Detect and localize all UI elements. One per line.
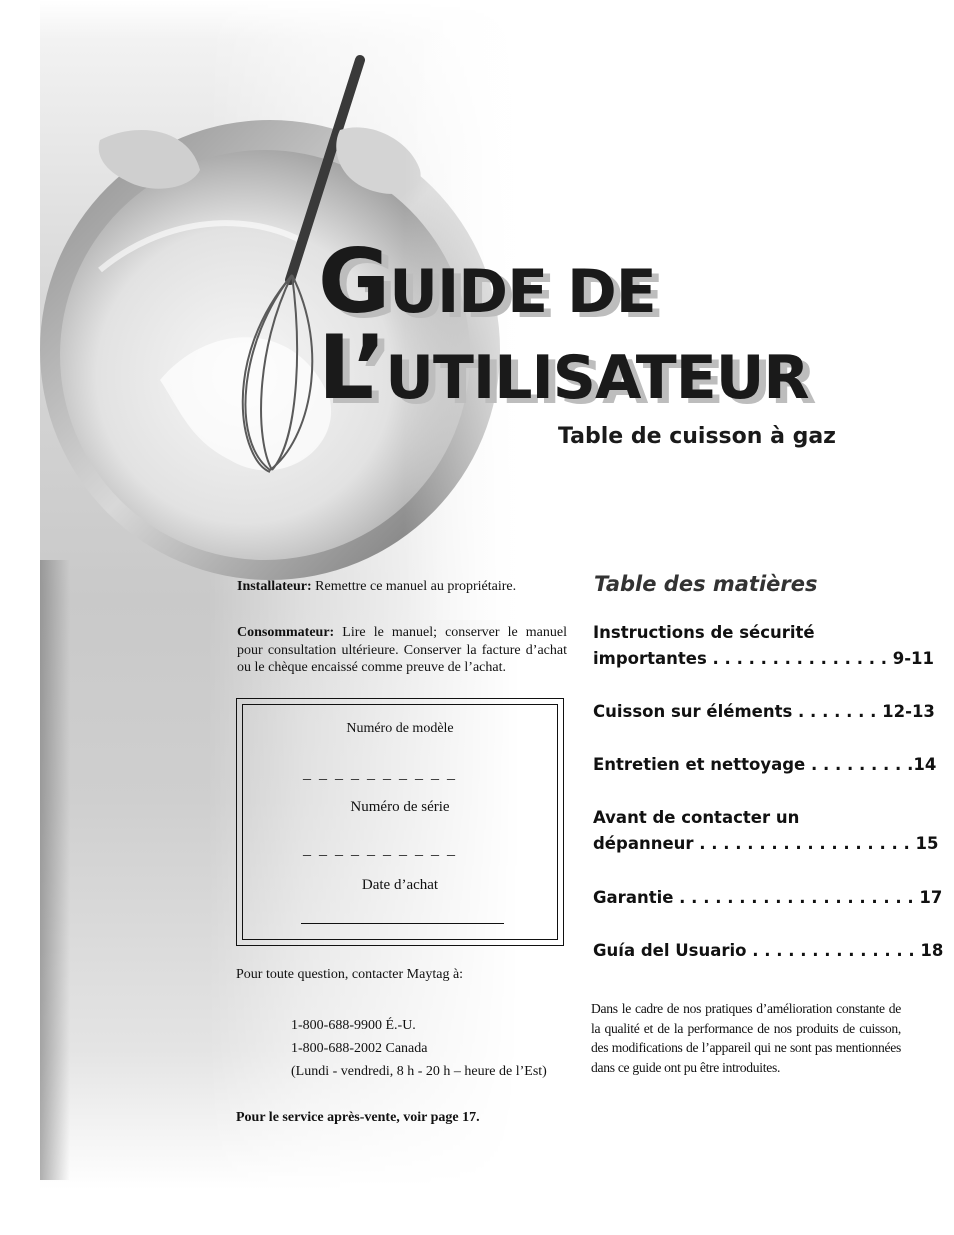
installer-label: Installateur: bbox=[237, 579, 312, 594]
toc-entry-troubleshooting[interactable] bbox=[593, 805, 939, 857]
phone-list bbox=[291, 1014, 547, 1083]
toc-entry-safety-line1: Instructions de sécurité bbox=[593, 623, 815, 642]
product-change-notice: Dans le cadre de nos pratiques d’amélioration constante de la qualité et de la performance de nos produits de cuisson, des modifications de l’appareil qui ne sont pas mentionnées dans ce guide ont pu être introduites. bbox=[591, 1001, 901, 1075]
title-line-1-rest: UIDE DE bbox=[389, 257, 656, 327]
toc-entry-spanish-guide-line: Guía del Usuario . . . . . . . . . . . . . . 18 bbox=[593, 941, 944, 960]
title-initial-g: G bbox=[318, 230, 390, 333]
phone-usa: 1-800-688-9900 É.-U. bbox=[291, 1018, 416, 1033]
model-number-label: Numéro de modèle bbox=[346, 721, 454, 736]
product-record-box-inner bbox=[242, 704, 558, 940]
consumer-label: Consommateur: bbox=[237, 625, 335, 640]
serial-number-label: Numéro de série bbox=[350, 799, 450, 815]
title-line-2 bbox=[318, 316, 809, 422]
serial-number-blank: _ _ _ _ _ _ _ _ _ _ bbox=[303, 841, 457, 858]
document-subtitle: Table de cuisson à gaz bbox=[558, 424, 836, 449]
installer-text: Remettre ce manuel au propriétaire. bbox=[311, 579, 517, 594]
service-note: Pour le service après-vente, voir page 17. bbox=[236, 1110, 480, 1125]
phone-canada: 1-800-688-2002 Canada bbox=[291, 1041, 428, 1056]
toc-entry-warranty[interactable] bbox=[593, 885, 943, 911]
toc-entry-surface-cooking[interactable] bbox=[593, 699, 935, 725]
phone-hours: (Lundi - vendredi, 8 h - 20 h – heure de l’Est) bbox=[291, 1064, 547, 1079]
installer-note bbox=[237, 579, 567, 595]
toc-entry-troubleshooting-line2: dépanneur . . . . . . . . . . . . . . . . . . 15 bbox=[593, 834, 939, 853]
contact-question: Pour toute question, contacter Maytag à: bbox=[236, 967, 464, 982]
purchase-date-line bbox=[301, 923, 504, 924]
toc-entry-care-cleaning-line: Entretien et nettoyage . . . . . . . . .14 bbox=[593, 755, 937, 774]
toc-entry-warranty-line: Garantie . . . . . . . . . . . . . . . . . . . . 17 bbox=[593, 888, 943, 907]
purchase-date-label: Date d’achat bbox=[361, 877, 439, 893]
title-line-2-rest: UTILISATEUR bbox=[385, 343, 809, 413]
toc-entry-safety[interactable] bbox=[593, 620, 935, 672]
toc-entry-troubleshooting-line1: Avant de contacter un bbox=[593, 808, 800, 827]
product-record-box bbox=[236, 698, 564, 946]
toc-entry-safety-line2: importantes . . . . . . . . . . . . . . . 9-11 bbox=[593, 649, 935, 668]
model-number-blank: _ _ _ _ _ _ _ _ _ _ bbox=[303, 765, 457, 782]
toc-entry-care-cleaning[interactable] bbox=[593, 752, 937, 778]
toc-heading: Table des matières bbox=[594, 572, 818, 596]
toc-entry-spanish-guide[interactable] bbox=[593, 938, 944, 964]
toc-entry-surface-cooking-line: Cuisson sur éléments . . . . . . . 12-13 bbox=[593, 702, 935, 721]
consumer-note bbox=[237, 624, 567, 677]
title-initial-l: L’ bbox=[318, 316, 386, 419]
page-edge-shadow bbox=[40, 560, 70, 1180]
document-title bbox=[318, 230, 918, 419]
consumer-text: Lire le manuel; conserver le manuel pour consultation ultérieure. Conserver la facture d’achat ou le chèque encaissé comme preuve de l’achat. bbox=[237, 625, 567, 675]
